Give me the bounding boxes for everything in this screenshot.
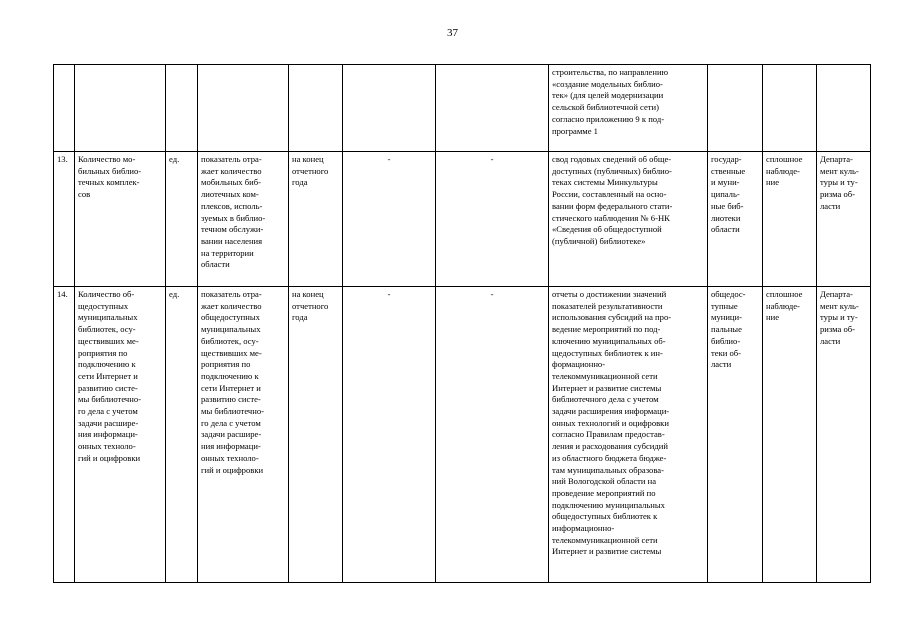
period-cell [289,65,343,152]
collection-method-cell [763,65,817,152]
responsible-cell: Департа- мент куль- туры и ту- ризма об- ласти [817,152,871,287]
unit-cell: ед. [166,287,198,583]
table-row [54,287,871,583]
period-cell: на конец отчетного года [289,152,343,287]
row-number-cell: 13. [54,152,75,287]
data-source-cell: свод годовых сведений об обще- доступных (публичных) библио- теках системы Минкультуры России, составленный на осно- вании форм федерального стати- стического наблюдения № 6-НК «Сведения об общедоступной (публичной) библиотеке» [549,152,708,287]
indicator-name-cell: Количество мо- бильных библио- течных комплек- сов [75,152,166,287]
period-cell: на конец отчетного года [289,287,343,583]
row-number-cell [54,65,75,152]
formula-cell [436,65,549,152]
indicator-name-cell [75,65,166,152]
row-number-cell: 14. [54,287,75,583]
responsible-cell: Департа- мент куль- туры и ту- ризма об- ласти [817,287,871,583]
formula-cell: - [436,287,549,583]
table-row [54,65,871,152]
observation-object-cell: государ- ственные и муни- ципаль- ные биб- лиотеки области [708,152,763,287]
base-indicators-cell [343,65,436,152]
observation-object-cell: общедос- тупные муници- пальные библио- теки об- ласти [708,287,763,583]
collection-method-cell: сплошное наблюде- ние [763,152,817,287]
responsible-cell [817,65,871,152]
unit-cell [166,65,198,152]
page-number: 37 [447,27,458,39]
table-row [54,152,871,287]
indicator-name-cell: Количество об- щедоступных муниципальных библиотек, осу- ществивших ме- роприятия по подключению к сети Интернет и развитию систе- мы библиотечно- го дела с учетом задачи расшире- ния информаци- онных техноло- гий и оцифровки [75,287,166,583]
definition-cell: показатель отра- жает количество общедоступных муниципальных библиотек, осу- ществивших ме- роприятия по подключению к сети Интернет и развитию систе- мы библиотечно- го дела с учетом задачи расшире- ния информаци- онных техноло- гий и оцифровки [198,287,289,583]
collection-method-cell: сплошное наблюде- ние [763,287,817,583]
unit-cell: ед. [166,152,198,287]
observation-object-cell [708,65,763,152]
formula-cell: - [436,152,549,287]
data-source-cell: отчеты о достижении значений показателей результативности использования субсидий на про- ведение мероприятий по под- ключению муниципальных об- щедоступных библиотек к ин- формационно- телекоммуникационной сети Интернет и развитие системы библиотечного дела с учетом задачи расширения информаци- онных технологий и оцифровки согласно Правилам предостав- ления и расходования субсидий из областного бюджета бюдже- там муниципальных образова- ний Вологодской области на проведение мероприятий по подключению муниципальных общедоступных библиотек к информационно- телекоммуникационной сети Интернет и развитие системы [549,287,708,583]
definition-cell [198,65,289,152]
base-indicators-cell: - [343,287,436,583]
indicators-table [53,64,871,583]
data-source-cell: строительства, по направлению «создание модельных библио- тек» (для целей модернизации сельской библиотечной сети) согласно приложению 9 к под- программе 1 [549,65,708,152]
definition-cell: показатель отра- жает количество мобильных биб- лиотечных ком- плексов, исполь- зуемых в библио- течном обслужи- вании населения на территории области [198,152,289,287]
base-indicators-cell: - [343,152,436,287]
